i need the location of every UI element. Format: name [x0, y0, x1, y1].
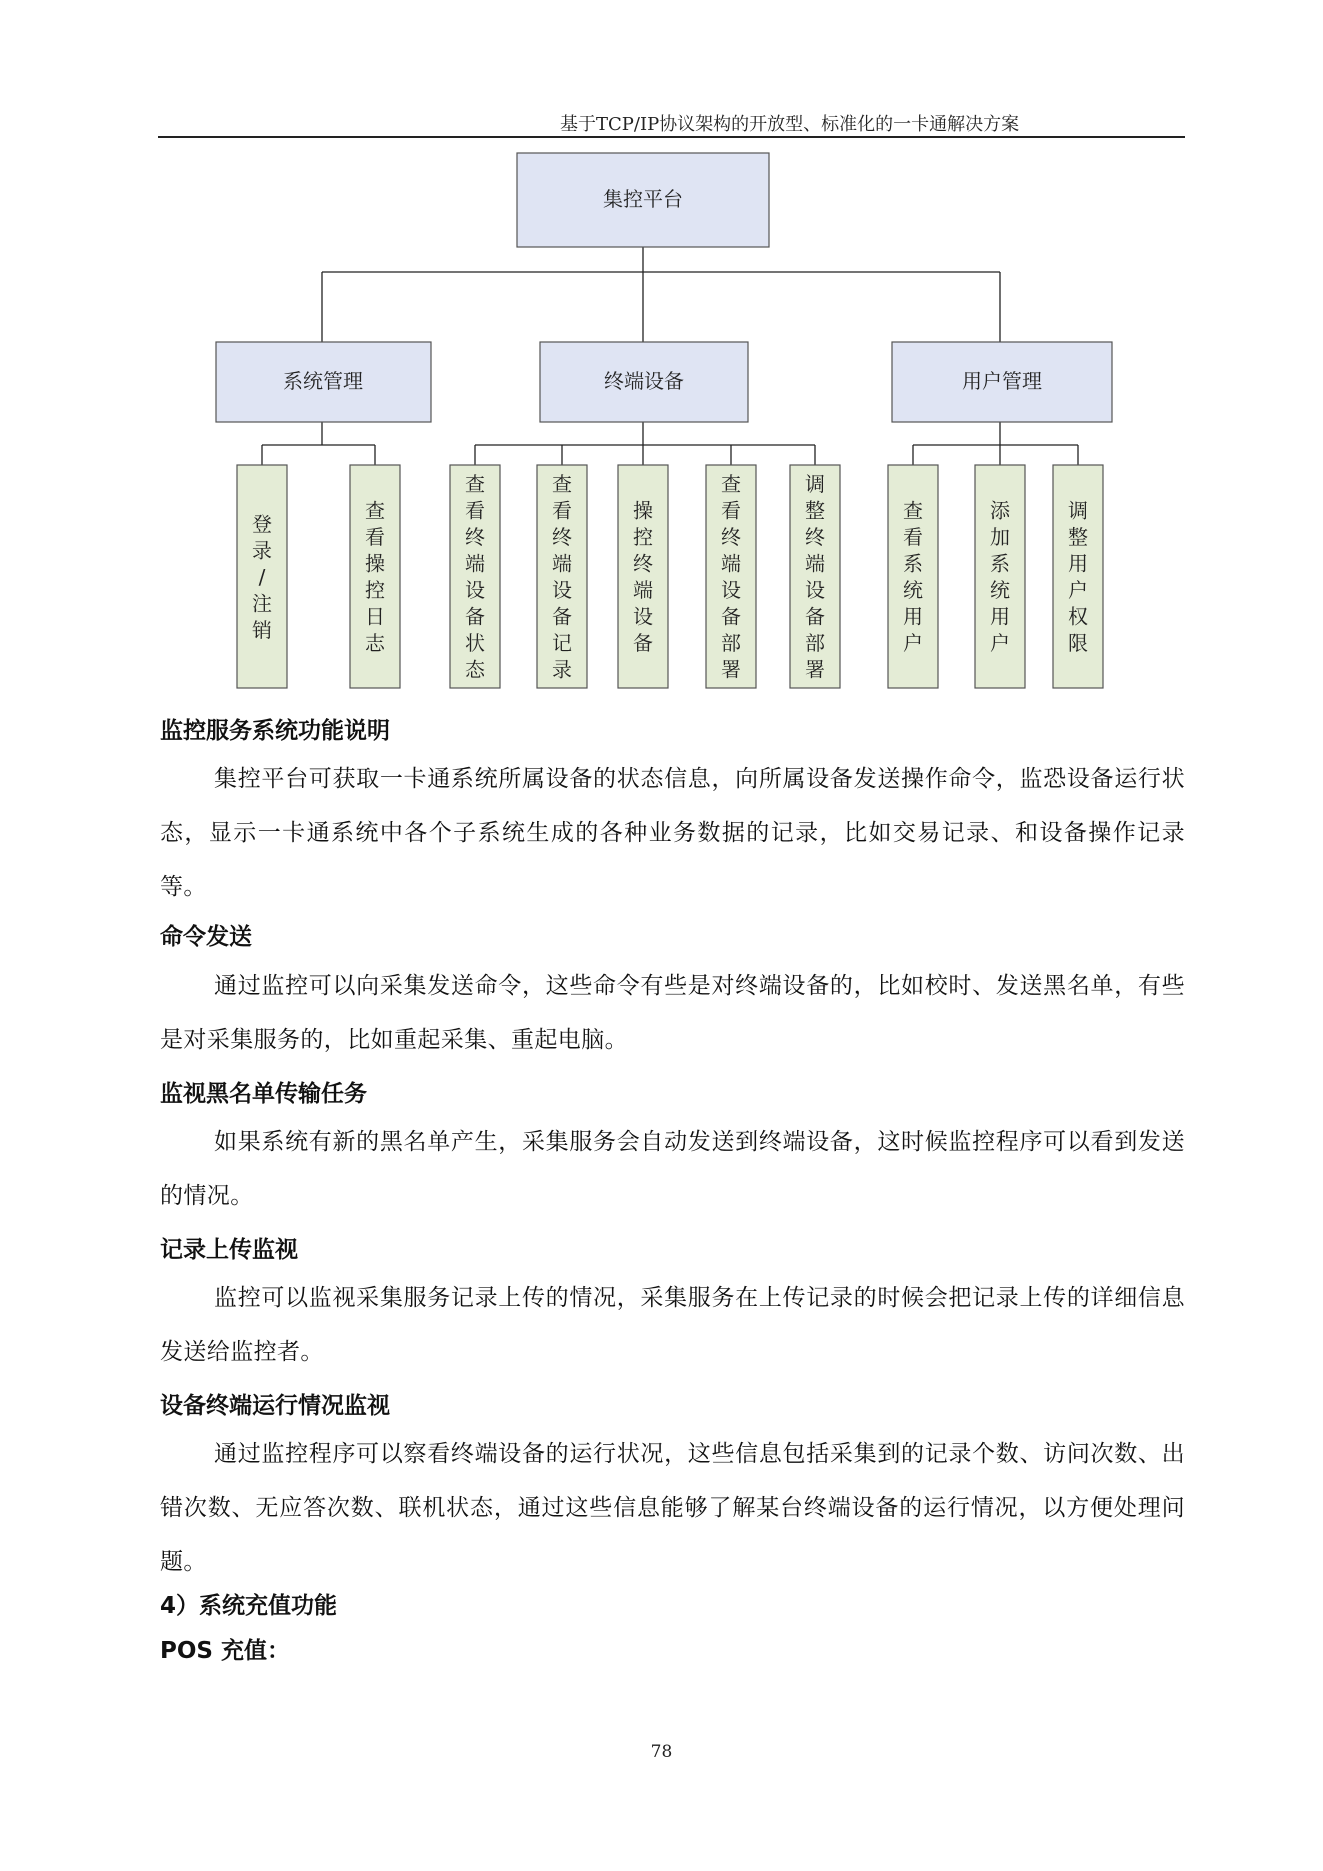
paragraph: 如果系统有新的黑名单产生，采集服务会自动发送到终端设备，这时候监控程序可以看到发送的情况。	[160, 1129, 1185, 1209]
section-heading: 4）系统充值功能	[160, 1593, 338, 1619]
section-heading: 设备终端运行情况监视	[160, 1393, 390, 1419]
leaf-label: 登录/注销	[252, 511, 272, 642]
leaf-boxes	[237, 465, 1103, 688]
paragraph: 通过监控程序可以察看终端设备的运行状况，这些信息包括采集到的记录个数、访问次数、出错次数、无应答次数、联机状态，通过这些信息能够了解某台终端设备的运行情况，以方便处理问题。	[160, 1441, 1185, 1575]
leaf-label: 查看系统用户	[903, 498, 923, 656]
org-chart	[0, 0, 1323, 700]
leaf-label: 查看终端设备记录	[552, 472, 572, 682]
root-label: 集控平台	[603, 187, 683, 211]
leaf-label: 操控终端设备	[633, 498, 653, 656]
section-heading: 记录上传监视	[160, 1237, 298, 1263]
paragraph: 监控可以监视采集服务记录上传的情况，采集服务在上传记录的时候会把记录上传的详细信息发送给监控者。	[160, 1285, 1185, 1365]
paragraph: 集控平台可获取一卡通系统所属设备的状态信息，向所属设备发送操作命令，监恐设备运行状态，显示一卡通系统中各个子系统生成的各种业务数据的记录，比如交易记录、和设备操作记录等。	[160, 766, 1185, 900]
leaf-label: 调整用户权限	[1068, 498, 1088, 656]
page-number: 78	[650, 1742, 673, 1762]
leaf-label: 添加系统用户	[990, 498, 1010, 656]
group-label-terminal-devices: 终端设备	[604, 369, 684, 393]
section-heading: 监视黑名单传输任务	[160, 1081, 367, 1107]
leaf-label: 调整终端设备部署	[805, 472, 825, 682]
group-label-user-management: 用户管理	[962, 369, 1042, 393]
leaf-label: 查看操控日志	[365, 498, 385, 656]
section-heading: POS 充值：	[160, 1638, 290, 1664]
connector-group-1	[262, 420, 375, 465]
paragraph: 通过监控可以向采集发送命令，这些命令有些是对终端设备的，比如校时、发送黑名单，有些是对采集服务的，比如重起采集、重起电脑。	[160, 973, 1185, 1053]
section-heading: 命令发送	[160, 924, 252, 950]
running-header: 基于TCP/IP协议架构的开放型、标准化的一卡通解决方案	[560, 114, 1020, 135]
leaf-label: 查看终端设备状态	[465, 472, 485, 682]
section-heading: 监控服务系统功能说明	[160, 718, 390, 744]
connector-group-3	[913, 420, 1078, 465]
group-label-system-management: 系统管理	[283, 369, 363, 393]
leaf-label: 查看终端设备部署	[721, 472, 741, 682]
